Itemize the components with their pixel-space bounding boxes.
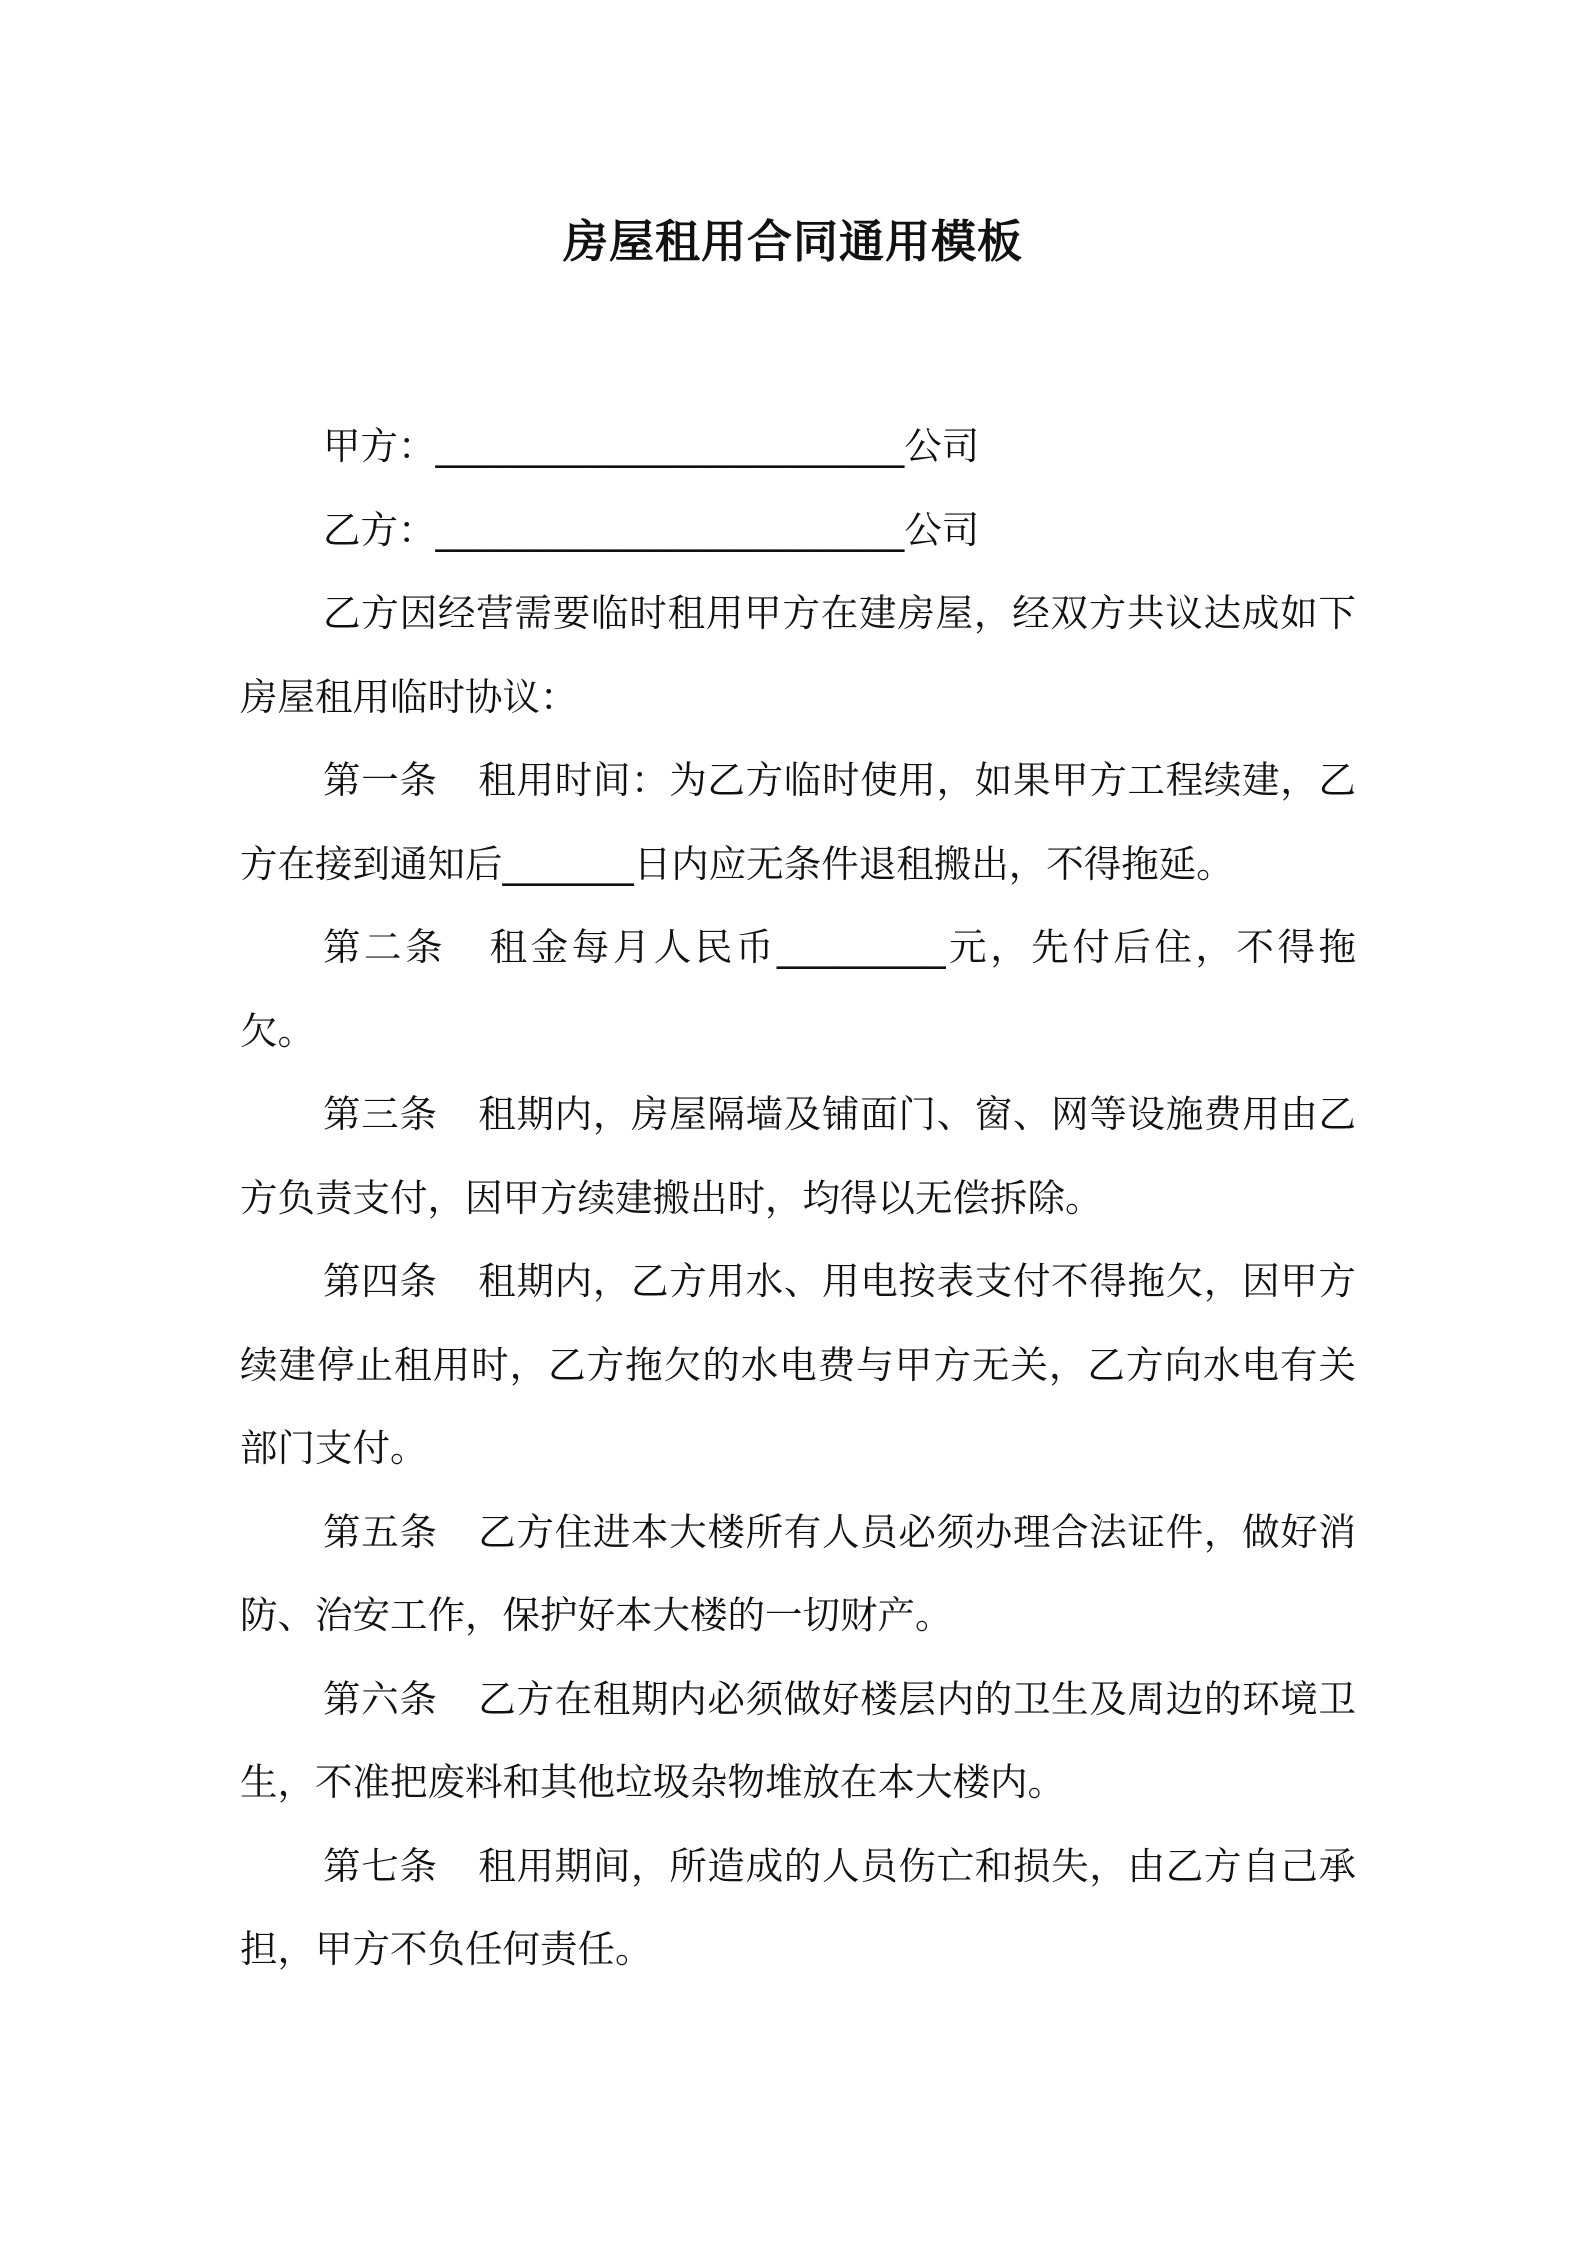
article-7	[240, 1825, 1356, 1992]
article-3	[240, 1073, 1356, 1240]
document-body	[240, 405, 1356, 1992]
article-label: 第七条	[323, 1843, 438, 1888]
article-label: 第二条	[323, 925, 447, 969]
article-text: 租期内，乙方用水、用电按表支付不得拖欠，因甲方续建停止租用时，乙方拖欠的水电费与甲方无关，乙方向水电有关部门支付。	[240, 1259, 1356, 1470]
party-a-line: 甲方：_________________________公司	[323, 424, 980, 468]
article-text: 租期内，房屋隔墙及铺面门、窗、网等设施费用由乙方负责支付，因甲方续建搬出时，均得以无偿拆除。	[240, 1092, 1356, 1220]
article-label: 第三条	[323, 1092, 438, 1136]
article-label: 第五条	[323, 1509, 438, 1554]
article-6	[240, 1658, 1356, 1825]
article-text: 租用时间：为乙方临时使用，如果甲方工程续建，乙方在接到通知后_______日内应无条件退租搬出，不得拖延。	[240, 758, 1356, 886]
article-text: 租用期间，所造成的人员伤亡和损失，由乙方自己承担，甲方不负任何责任。	[240, 1843, 1356, 1971]
intro-paragraph: 乙方因经营需要临时租用甲方在建房屋，经双方共议达成如下房屋租用临时协议：	[240, 591, 1356, 719]
article-label: 第四条	[323, 1259, 438, 1303]
article-label: 第一条	[323, 758, 438, 802]
party-b-line: 乙方：_________________________公司	[323, 507, 980, 552]
article-5	[240, 1491, 1356, 1658]
article-1	[240, 739, 1356, 906]
article-text: 乙方住进本大楼所有人员必须办理合法证件，做好消防、治安工作，保护好本大楼的一切财产。	[240, 1509, 1356, 1637]
document-title: 房屋租用合同通用模板	[562, 215, 1023, 268]
article-2	[240, 906, 1356, 1073]
article-text: 租金每月人民币_________元，先付后住，不得拖欠。	[240, 925, 1357, 1053]
article-label: 第六条	[323, 1676, 438, 1721]
article-4	[240, 1240, 1356, 1491]
article-text: 乙方在租期内必须做好楼层内的卫生及周边的环境卫生，不准把废料和其他垃圾杂物堆放在本大楼内。	[240, 1676, 1356, 1804]
